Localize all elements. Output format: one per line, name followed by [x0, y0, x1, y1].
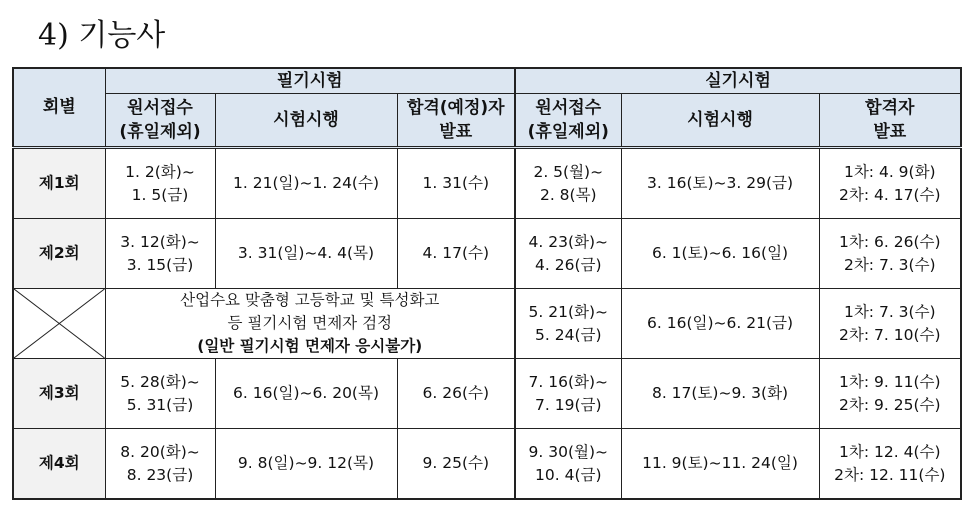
practical-apply-start: 9. 30(월)~ [528, 442, 609, 461]
table-row [13, 219, 961, 289]
written-exam-cell: 9. 8(일)~9. 12(목) [215, 429, 397, 500]
practical-result-second: 2차: 7. 10(수) [839, 325, 941, 344]
practical-apply-start: 5. 21(화)~ [528, 302, 609, 321]
section-title-text: 기능사 [78, 18, 166, 53]
written-exam-cell: 6. 16(일)~6. 20(목) [215, 359, 397, 429]
practical-exam-cell: 3. 16(토)~3. 29(금) [621, 148, 819, 219]
header-row-groups [13, 68, 961, 94]
written-result-cell: 4. 17(수) [397, 219, 515, 289]
header-written-group: 필기시험 [105, 68, 515, 94]
round-cell: 제3회 [13, 359, 105, 429]
practical-apply-cell [515, 289, 621, 359]
header-practical-result [819, 94, 961, 148]
header-practical-apply [515, 94, 621, 148]
section-number: 4) [38, 18, 69, 53]
header-written-apply-line2: (휴일제외) [119, 122, 201, 142]
table-row-special [13, 289, 961, 359]
practical-apply-end: 5. 24(금) [535, 325, 602, 344]
written-apply-end: 3. 15(금) [126, 255, 194, 274]
written-apply-start: 5. 28(화)~ [120, 372, 200, 391]
round-cell: 제4회 [13, 429, 105, 500]
practical-result-first: 1차: 4. 9(화) [843, 162, 936, 181]
exempt-note-line2: 등 필기시험 면제자 검정 [227, 314, 393, 332]
practical-result-second: 2차: 4. 17(수) [839, 185, 941, 204]
written-apply-cell [105, 148, 215, 219]
header-practical-apply-line1: 원서접수 [535, 98, 602, 118]
header-written-apply [105, 94, 215, 148]
practical-result-cell [819, 219, 961, 289]
written-apply-start: 1. 2(화)~ [125, 162, 195, 181]
header-written-result-line1: 합격(예정)자 [406, 98, 505, 118]
practical-apply-end: 7. 19(금) [535, 395, 602, 414]
header-practical-result-line2: 발표 [873, 122, 907, 142]
practical-apply-end: 4. 26(금) [535, 255, 602, 274]
practical-exam-cell: 6. 1(토)~6. 16(일) [621, 219, 819, 289]
cross-out-cell [13, 289, 105, 359]
practical-result-first: 1차: 12. 4(수) [839, 442, 941, 461]
written-apply-end: 5. 31(금) [126, 395, 194, 414]
practical-apply-start: 7. 16(화)~ [528, 372, 609, 391]
practical-apply-start: 2. 5(월)~ [533, 162, 604, 181]
written-exam-cell: 1. 21(일)~1. 24(수) [215, 148, 397, 219]
exempt-note-line1: 산업수요 맞춤형 고등학교 및 특성화고 [180, 291, 440, 309]
written-result-cell: 6. 26(수) [397, 359, 515, 429]
header-practical-apply-line2: (휴일제외) [527, 122, 609, 142]
practical-result-cell [819, 429, 961, 500]
written-apply-cell [105, 359, 215, 429]
written-result-cell: 9. 25(수) [397, 429, 515, 500]
practical-apply-cell [515, 219, 621, 289]
table-row [13, 359, 961, 429]
practical-result-first: 1차: 9. 11(수) [839, 372, 941, 391]
practical-apply-cell [515, 429, 621, 500]
practical-result-second: 2차: 9. 25(수) [839, 395, 941, 414]
header-practical-result-line1: 합격자 [865, 98, 915, 118]
exempt-note-line3: (일반 필기시험 면제자 응시불가) [197, 337, 423, 355]
written-apply-start: 3. 12(화)~ [120, 232, 200, 251]
written-apply-cell [105, 429, 215, 500]
practical-result-second: 2차: 7. 3(수) [843, 255, 936, 274]
practical-result-second: 2차: 12. 11(수) [834, 465, 946, 484]
exam-schedule-table [12, 67, 962, 500]
practical-result-cell [819, 289, 961, 359]
round-cell: 제2회 [13, 219, 105, 289]
practical-apply-start: 4. 23(화)~ [528, 232, 609, 251]
practical-result-cell [819, 359, 961, 429]
written-apply-end: 1. 5(금) [131, 185, 189, 204]
table-row [13, 148, 961, 219]
written-apply-start: 8. 20(화)~ [120, 442, 200, 461]
written-apply-cell [105, 219, 215, 289]
written-apply-end: 8. 23(금) [126, 465, 194, 484]
round-cell: 제1회 [13, 148, 105, 219]
practical-result-first: 1차: 7. 3(수) [843, 302, 936, 321]
cross-out-icon [14, 289, 105, 358]
practical-result-cell [819, 148, 961, 219]
table-row [13, 429, 961, 500]
practical-apply-cell [515, 359, 621, 429]
practical-apply-end: 2. 8(목) [539, 185, 597, 204]
practical-exam-cell: 6. 16(일)~6. 21(금) [621, 289, 819, 359]
header-row-columns [13, 94, 961, 148]
section-title [38, 10, 165, 54]
header-written-exam: 시험시행 [215, 94, 397, 148]
header-practical-exam: 시험시행 [621, 94, 819, 148]
written-exam-cell: 3. 31(일)~4. 4(목) [215, 219, 397, 289]
practical-apply-end: 10. 4(금) [535, 465, 602, 484]
header-written-result [397, 94, 515, 148]
written-result-cell: 1. 31(수) [397, 148, 515, 219]
practical-apply-cell [515, 148, 621, 219]
header-practical-group: 실기시험 [515, 68, 961, 94]
practical-result-first: 1차: 6. 26(수) [839, 232, 941, 251]
header-written-result-line2: 발표 [439, 122, 473, 142]
practical-exam-cell: 8. 17(토)~9. 3(화) [621, 359, 819, 429]
header-written-apply-line1: 원서접수 [127, 98, 193, 118]
practical-exam-cell: 11. 9(토)~11. 24(일) [621, 429, 819, 500]
header-round: 회별 [13, 68, 105, 148]
written-exempt-note [105, 289, 515, 359]
